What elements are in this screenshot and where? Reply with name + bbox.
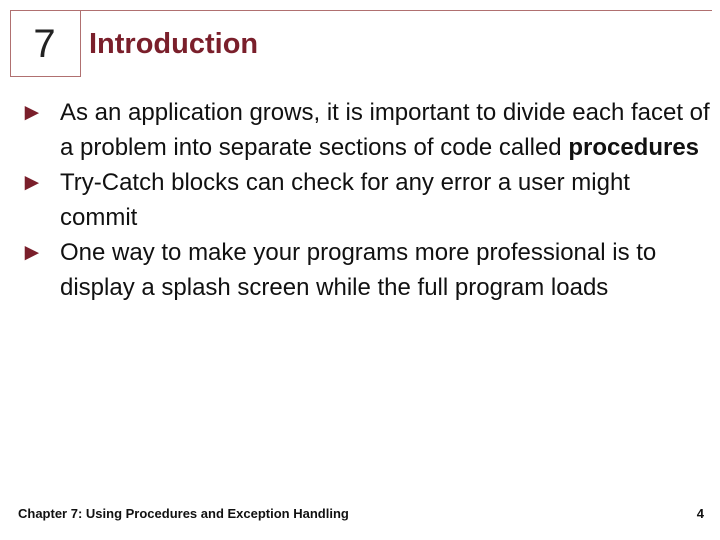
title-rule bbox=[81, 10, 712, 11]
bullet-text: One way to make your programs more professional is to display a splash screen while the full program loads bbox=[60, 239, 657, 301]
bullet-item-3 bbox=[20, 235, 710, 305]
chapter-number: 7 bbox=[33, 22, 56, 66]
bullet-arrow-icon: ► bbox=[20, 239, 44, 266]
chapter-number-box bbox=[10, 10, 81, 77]
footer-chapter-label: Chapter 7: Using Procedures and Exception Handling bbox=[18, 506, 349, 521]
bullet-arrow-icon: ► bbox=[20, 169, 44, 196]
bullet-item-2 bbox=[20, 165, 710, 235]
footer-page-number: 4 bbox=[696, 506, 704, 521]
bullet-item-1 bbox=[20, 95, 710, 165]
bullet-list bbox=[20, 95, 710, 305]
bullet-bold-term: procedures bbox=[568, 134, 700, 161]
bullet-arrow-icon: ► bbox=[20, 99, 44, 126]
slide-title: Introduction bbox=[89, 28, 259, 60]
bullet-text: Try-Catch blocks can check for any error a user might commit bbox=[60, 169, 630, 231]
bullet-text: As an application grows, it is important to divide each facet of a problem into separate sections of code called bbox=[60, 99, 710, 161]
